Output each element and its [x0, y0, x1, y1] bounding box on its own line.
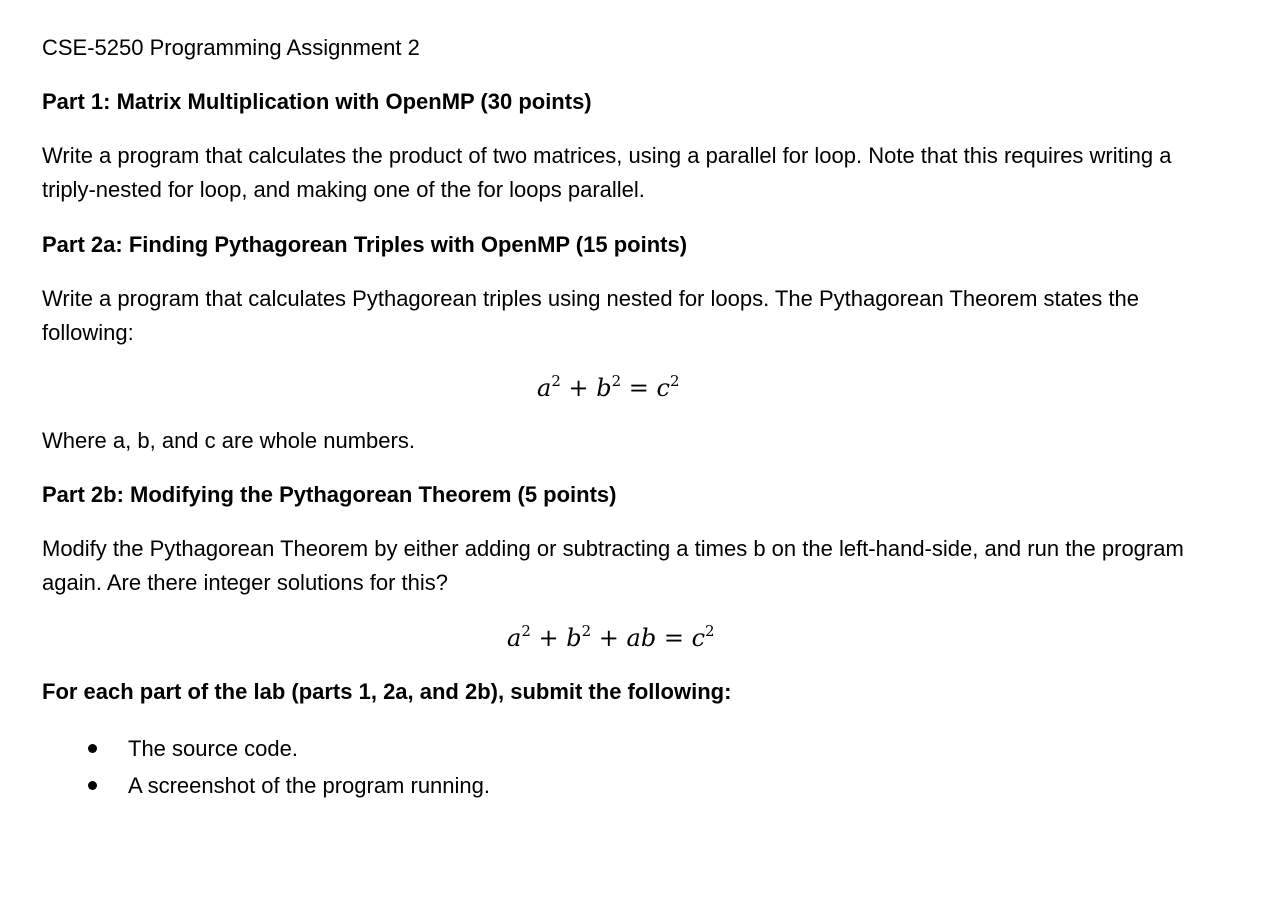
eq-c: c [656, 374, 670, 402]
eq2-plus1: + [530, 624, 567, 652]
pythagorean-equation [537, 371, 680, 405]
eq-b: b [596, 374, 612, 402]
eq-equals: = [621, 374, 657, 402]
eq2-equals: = [656, 624, 692, 652]
list-item-text: The source code. [128, 736, 298, 761]
bullet-icon [88, 744, 97, 753]
list-item [42, 730, 490, 767]
eq2-c: c [691, 624, 706, 652]
eq2-ab: ab [626, 624, 657, 652]
eq-b-exp: 2 [611, 372, 622, 390]
eq2-c-exp: 2 [705, 622, 715, 640]
part2a-body: Write a program that calculates Pythagorean triples using nested for loops. The Pythagorean Theorem states the following: [42, 286, 1139, 345]
list-item [42, 767, 490, 804]
part1-body: Write a program that calculates the product of two matrices, using a parallel for loop. Note that this requires writing a triply-nested for loop, and making one of the for loops parallel. [42, 143, 1172, 202]
part2a-heading: Part 2a: Finding Pythagorean Triples with OpenMP (15 points) [42, 232, 688, 257]
part2b-body: Modify the Pythagorean Theorem by either adding or subtracting a times b on the left-hand-side, and run the program again. Are there integer solutions for this? [42, 536, 1184, 595]
submit-heading: For each part of the lab (parts 1, 2a, and 2b), submit the following: [42, 679, 732, 704]
submission-list [42, 730, 490, 804]
eq-a: a [537, 374, 552, 402]
part1-heading: Part 1: Matrix Multiplication with OpenMP (30 points) [42, 89, 592, 114]
document-title: CSE-5250 Programming Assignment 2 [42, 35, 420, 60]
eq-plus: + [560, 374, 597, 402]
eq2-b: b [566, 624, 582, 652]
eq-c-exp: 2 [669, 372, 680, 390]
eq2-a-exp: 2 [521, 622, 531, 640]
eq2-a: a [507, 624, 522, 652]
modified-equation [507, 621, 715, 655]
part2b-heading: Part 2b: Modifying the Pythagorean Theorem (5 points) [42, 482, 617, 507]
eq2-b-exp: 2 [581, 622, 592, 640]
bullet-icon [88, 781, 97, 790]
part2a-note: Where a, b, and c are whole numbers. [42, 428, 415, 453]
eq-a-exp: 2 [551, 372, 561, 390]
eq2-plus2: + [591, 624, 627, 652]
list-item-text: A screenshot of the program running. [128, 773, 490, 798]
